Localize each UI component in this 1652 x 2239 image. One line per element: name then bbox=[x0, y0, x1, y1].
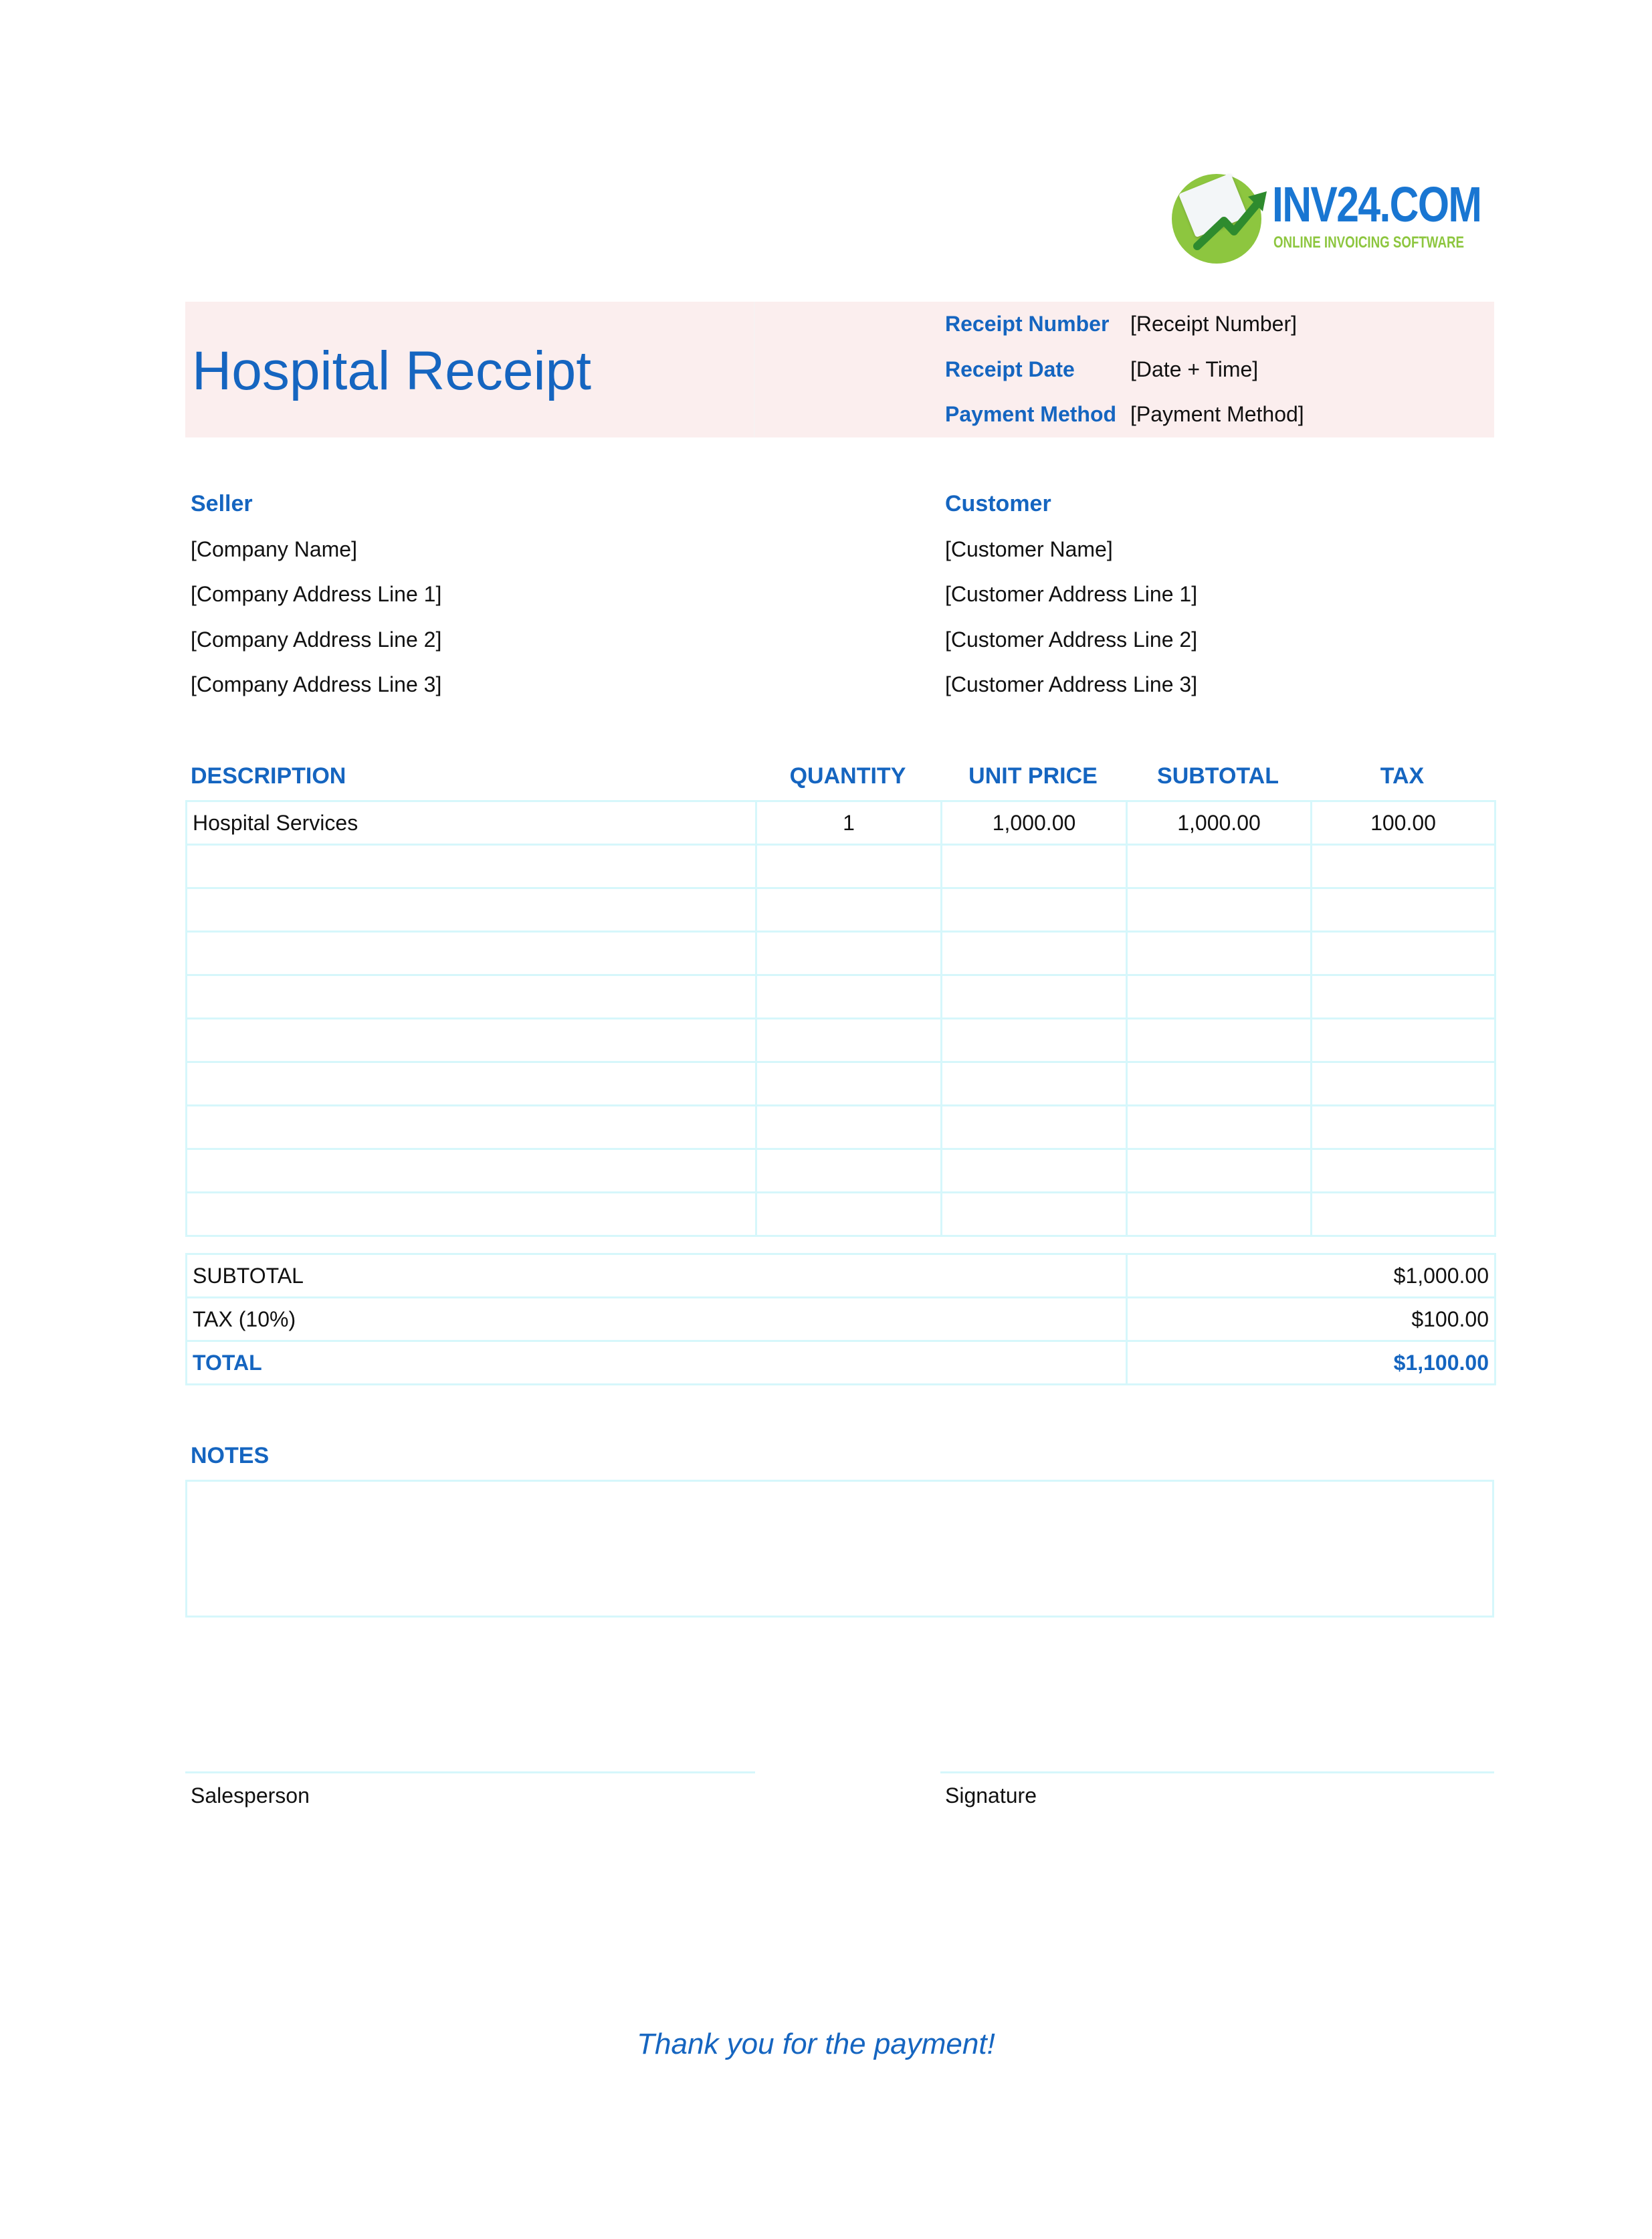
cell-subtotal bbox=[1127, 888, 1312, 932]
column-header-subtotal: SUBTOTAL bbox=[1157, 763, 1279, 789]
company-logo bbox=[1172, 173, 1481, 266]
header-divider bbox=[754, 302, 755, 437]
subtotal-row bbox=[187, 1254, 1495, 1298]
table-row bbox=[187, 1106, 1495, 1149]
customer-address-line-1: [Customer Address Line 1] bbox=[945, 582, 1198, 606]
line-items-table bbox=[185, 800, 1496, 1237]
seller-address-line-2: [Company Address Line 2] bbox=[191, 627, 442, 652]
receipt-number-label: Receipt Number bbox=[945, 312, 1110, 336]
column-header-unit-price: UNIT PRICE bbox=[968, 763, 1098, 789]
payment-method-value: [Payment Method] bbox=[1130, 402, 1304, 426]
cell-unit-price bbox=[942, 888, 1127, 932]
customer-address-line-3: [Customer Address Line 3] bbox=[945, 672, 1198, 696]
cell-unit-price bbox=[942, 932, 1127, 975]
cell-subtotal: 1,000.00 bbox=[1127, 801, 1312, 845]
line-items-body bbox=[187, 801, 1495, 1236]
cell-tax bbox=[1312, 1062, 1495, 1106]
tax-label: TAX (10%) bbox=[187, 1298, 1127, 1341]
total-label: TOTAL bbox=[187, 1341, 1127, 1385]
cell-tax bbox=[1312, 1149, 1495, 1193]
logo-wordmark: INV24.COM bbox=[1272, 177, 1481, 232]
customer-signature-line bbox=[940, 1771, 1494, 1773]
cell-unit-price bbox=[942, 845, 1127, 888]
column-header-quantity: QUANTITY bbox=[789, 763, 906, 789]
cell-tax bbox=[1312, 1193, 1495, 1236]
cell-quantity bbox=[756, 1062, 942, 1106]
seller-heading: Seller bbox=[191, 491, 253, 516]
seller-address-line-3: [Company Address Line 3] bbox=[191, 672, 442, 696]
salesperson-signature-line bbox=[185, 1771, 755, 1773]
signature-label: Signature bbox=[945, 1783, 1037, 1808]
cell-tax bbox=[1312, 1019, 1495, 1062]
thank-you-message: Thank you for the payment! bbox=[637, 2028, 995, 2060]
cell-description bbox=[187, 1193, 756, 1236]
cell-description bbox=[187, 1062, 756, 1106]
cell-description bbox=[187, 932, 756, 975]
table-row bbox=[187, 1062, 1495, 1106]
customer-heading: Customer bbox=[945, 491, 1051, 516]
total-row bbox=[187, 1341, 1495, 1385]
cell-description bbox=[187, 1149, 756, 1193]
cell-description bbox=[187, 888, 756, 932]
cell-quantity bbox=[756, 1019, 942, 1062]
cell-quantity bbox=[756, 1149, 942, 1193]
table-row bbox=[187, 1149, 1495, 1193]
tax-value: $100.00 bbox=[1127, 1298, 1495, 1341]
cell-tax bbox=[1312, 975, 1495, 1019]
subtotal-value: $1,000.00 bbox=[1127, 1254, 1495, 1298]
payment-method-label: Payment Method bbox=[945, 402, 1117, 426]
cell-description bbox=[187, 1019, 756, 1062]
column-header-description: DESCRIPTION bbox=[191, 763, 346, 789]
cell-description bbox=[187, 1106, 756, 1149]
subtotal-label: SUBTOTAL bbox=[187, 1254, 1127, 1298]
table-row bbox=[187, 888, 1495, 932]
cell-tax bbox=[1312, 845, 1495, 888]
cell-description bbox=[187, 845, 756, 888]
table-row bbox=[187, 845, 1495, 888]
seller-company-name: [Company Name] bbox=[191, 537, 357, 561]
cell-subtotal bbox=[1127, 1019, 1312, 1062]
cell-unit-price bbox=[942, 1193, 1127, 1236]
seller-address-line-1: [Company Address Line 1] bbox=[191, 582, 442, 606]
cell-quantity bbox=[756, 975, 942, 1019]
notes-box bbox=[185, 1480, 1494, 1618]
cell-quantity bbox=[756, 888, 942, 932]
cell-quantity bbox=[756, 845, 942, 888]
cell-quantity bbox=[756, 932, 942, 975]
cell-tax bbox=[1312, 888, 1495, 932]
logo-tagline: ONLINE INVOICING SOFTWARE bbox=[1273, 233, 1464, 252]
cell-unit-price bbox=[942, 1062, 1127, 1106]
table-row bbox=[187, 975, 1495, 1019]
page-title: Hospital Receipt bbox=[192, 340, 592, 401]
cell-unit-price bbox=[942, 975, 1127, 1019]
table-row bbox=[187, 932, 1495, 975]
cell-quantity bbox=[756, 1106, 942, 1149]
total-value: $1,100.00 bbox=[1127, 1341, 1495, 1385]
cell-description bbox=[187, 975, 756, 1019]
cell-unit-price bbox=[942, 1019, 1127, 1062]
cell-subtotal bbox=[1127, 1149, 1312, 1193]
cell-subtotal bbox=[1127, 1062, 1312, 1106]
notes-heading: NOTES bbox=[191, 1443, 270, 1468]
table-row bbox=[187, 1193, 1495, 1236]
cell-subtotal bbox=[1127, 932, 1312, 975]
table-row bbox=[187, 801, 1495, 845]
customer-name: [Customer Name] bbox=[945, 537, 1113, 561]
cell-unit-price bbox=[942, 1106, 1127, 1149]
cell-quantity bbox=[756, 1193, 942, 1236]
cell-subtotal bbox=[1127, 1106, 1312, 1149]
salesperson-label: Salesperson bbox=[191, 1783, 310, 1808]
cell-subtotal bbox=[1127, 845, 1312, 888]
table-row bbox=[187, 1019, 1495, 1062]
column-header-tax: TAX bbox=[1380, 763, 1425, 789]
tax-row bbox=[187, 1298, 1495, 1341]
cell-subtotal bbox=[1127, 975, 1312, 1019]
cell-unit-price: 1,000.00 bbox=[942, 801, 1127, 845]
cell-subtotal bbox=[1127, 1193, 1312, 1236]
cell-tax bbox=[1312, 1106, 1495, 1149]
cell-tax: 100.00 bbox=[1312, 801, 1495, 845]
receipt-date-label: Receipt Date bbox=[945, 357, 1075, 381]
totals-table bbox=[185, 1253, 1496, 1385]
logo-arrow-icon bbox=[1184, 179, 1271, 260]
cell-quantity: 1 bbox=[756, 801, 942, 845]
cell-unit-price bbox=[942, 1149, 1127, 1193]
receipt-date-value: [Date + Time] bbox=[1130, 357, 1259, 381]
receipt-number-value: [Receipt Number] bbox=[1130, 312, 1297, 336]
cell-tax bbox=[1312, 932, 1495, 975]
customer-address-line-2: [Customer Address Line 2] bbox=[945, 627, 1198, 652]
cell-description: Hospital Services bbox=[187, 801, 756, 845]
